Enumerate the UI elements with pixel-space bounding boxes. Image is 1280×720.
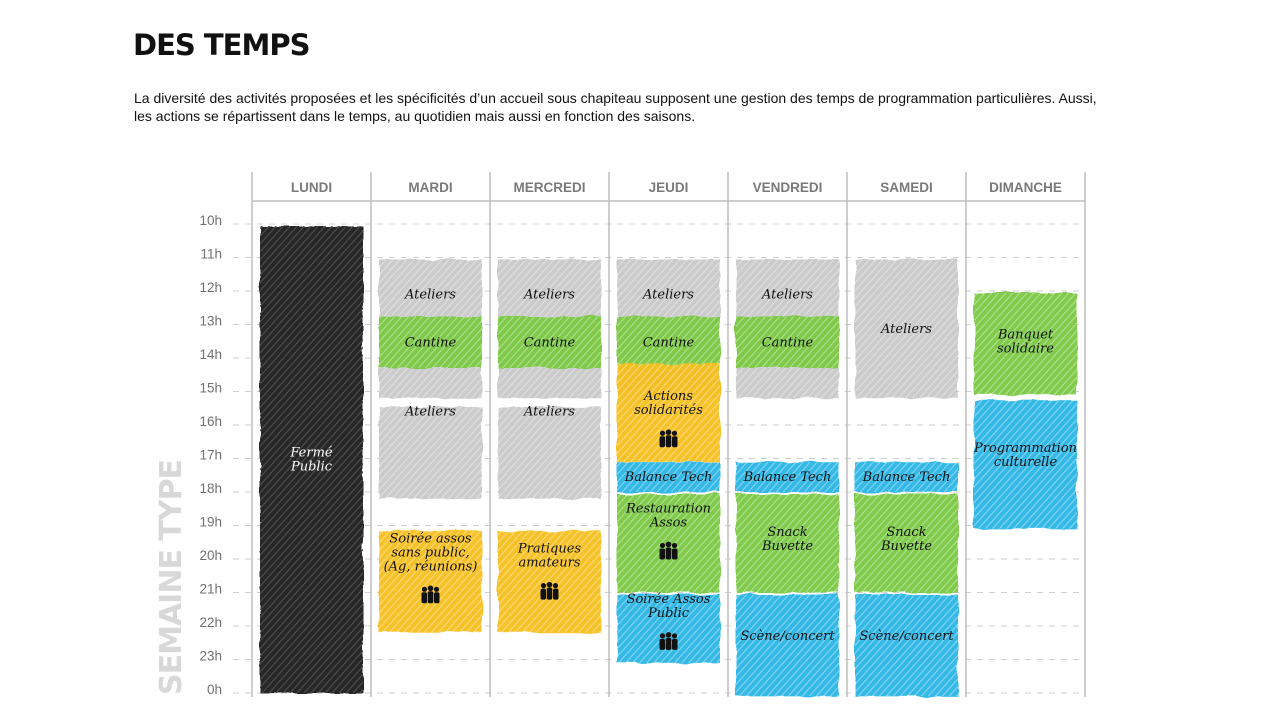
- activity-label: Scène/concert: [740, 629, 835, 645]
- activity-label: Balance Tech: [743, 470, 832, 486]
- semaine-type-label: SEMAINE TYPE: [154, 459, 189, 695]
- activity-label: Ateliers: [405, 287, 456, 303]
- activity-label: Restauration: [625, 501, 712, 517]
- hour-label: 0h: [206, 682, 222, 697]
- day-header: MARDI: [408, 180, 453, 195]
- activity-label: Public: [647, 605, 690, 621]
- people-icon: [660, 632, 678, 650]
- hour-label: 13h: [199, 313, 222, 329]
- day-header: VENDREDI: [752, 180, 823, 195]
- activity-label: Scène/concert: [859, 629, 954, 645]
- day-header: MERCREDI: [513, 180, 586, 195]
- day-header: JEUDI: [648, 180, 689, 195]
- activity-label: Snack: [767, 524, 808, 540]
- hour-label: 19h: [199, 514, 222, 530]
- hour-label: 14h: [199, 347, 222, 362]
- activity-label: sans public,: [391, 545, 470, 561]
- activity-label: Ateliers: [524, 404, 575, 420]
- activity-label: amateurs: [518, 555, 581, 571]
- activity-label: Buvette: [761, 538, 814, 554]
- hour-label: 11h: [200, 246, 222, 262]
- activity-label: Cantine: [761, 335, 814, 351]
- people-icon: [541, 582, 559, 600]
- activity-block: [498, 404, 601, 499]
- activity-label: Ateliers: [405, 404, 456, 420]
- activity-label: Balance Tech: [624, 470, 713, 486]
- activity-label: Actions: [644, 389, 693, 405]
- hour-label: 22h: [199, 615, 222, 630]
- activity-blocks: [0, 226, 1280, 696]
- activity-label: Ateliers: [643, 287, 694, 303]
- activity-label: Ateliers: [762, 287, 813, 303]
- activity-label: Programmation: [973, 441, 1078, 457]
- activity-block: [379, 404, 482, 499]
- activity-label: Cantine: [404, 335, 457, 351]
- day-header: SAMEDI: [880, 180, 933, 195]
- activity-label: Snack: [886, 524, 927, 540]
- hour-label: 21h: [199, 581, 222, 597]
- hour-label: 16h: [199, 414, 222, 429]
- activity-label: culturelle: [993, 455, 1058, 471]
- hour-label: 15h: [199, 380, 222, 396]
- people-icon: [660, 429, 678, 447]
- hour-label: 23h: [199, 648, 222, 664]
- activity-label: Buvette: [880, 538, 933, 554]
- page-title: DES TEMPS: [133, 28, 310, 62]
- activity-label: Public: [290, 459, 333, 475]
- activity-label: Cantine: [642, 335, 695, 351]
- hour-label: 10h: [199, 213, 222, 228]
- day-header: LUNDI: [290, 180, 333, 195]
- people-icon: [660, 542, 678, 560]
- activity-label: Ateliers: [881, 321, 932, 337]
- hour-label: 18h: [199, 481, 222, 496]
- activity-label: Banquet: [997, 327, 1054, 343]
- activity-label: Pratiques: [517, 541, 582, 557]
- hour-label: 17h: [199, 447, 222, 463]
- activity-label: Ateliers: [524, 287, 575, 303]
- activity-label: Fermé: [290, 445, 333, 461]
- intro-paragraph: La diversité des activités proposées et les spécificités d’un accueil sous chapiteau supposent une gestion des temps de programmation particulières. Aussi, les actions se répartissent dans le temps, au quotidien mais aussi en fonction des saisons.: [134, 90, 1097, 124]
- activity-label: Balance Tech: [862, 470, 951, 486]
- people-icon: [422, 586, 440, 604]
- activity-label: solidaire: [997, 341, 1054, 357]
- activity-label: solidarités: [634, 403, 703, 419]
- activity-label: Soirée assos: [389, 531, 472, 547]
- activity-label: (Ag, réunions): [383, 559, 478, 575]
- hour-label: 20h: [199, 548, 222, 563]
- activity-label: Assos: [649, 515, 688, 531]
- activity-label: Cantine: [523, 335, 576, 351]
- day-header: DIMANCHE: [989, 180, 1062, 195]
- hour-label: 12h: [199, 280, 222, 295]
- activity-label: Soirée Assos: [626, 591, 711, 607]
